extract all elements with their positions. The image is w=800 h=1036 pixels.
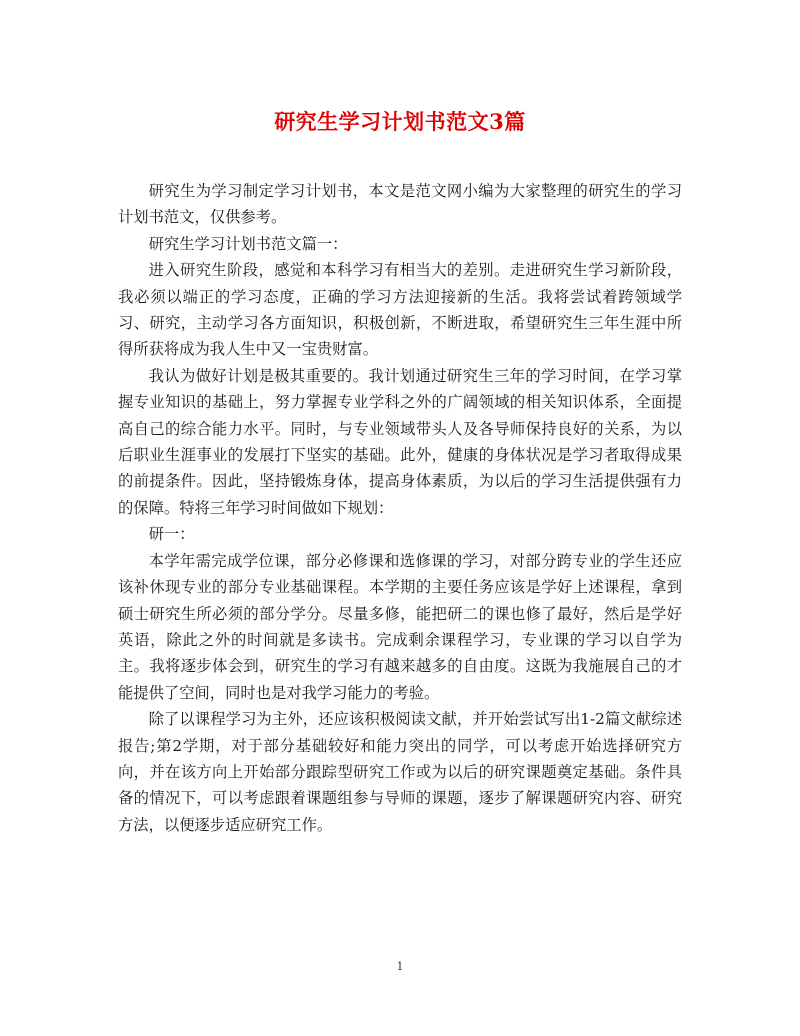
paragraph-1: 进入研究生阶段，感觉和本科学习有相当大的差别。走进研究生学习新阶段，我必须以端正的学习态度，正确的学习方法迎接新的生活。我将尝试着跨领域学习、研究，主动学习各方面知识，积极创新，不断进取，希望研究生三年生涯中所得所获将成为我人生中又一宝贵财富。 (118, 261, 682, 359)
paragraph-2: 我认为做好计划是极其重要的。我计划通过研究生三年的学习时间，在学习掌握专业知识的基础上，努力掌握专业学科之外的广阔领域的相关知识体系，全面提高自己的综合能力水平。同时，与专业领域带头人及各导师保持良好的关系，为以后职业生涯事业的发展打下坚实的基础。此外，健康的身体状况是学习者取得成果的前提条件。因此，坚持锻炼身体，提高身体素质，为以后的学习生活提供强有力的保障。特将三年学习时间做如下规划： (118, 366, 682, 517)
paragraph-section-heading: 研究生学习计划书范文篇一： (148, 234, 348, 253)
paragraph-intro: 研究生为学习制定学习计划书，本文是范文网小编为大家整理的研究生的学习计划书范文，仅供参考。 (118, 182, 682, 227)
paragraph-year-one-heading: 研一： (148, 525, 195, 544)
document-title: 研究生学习计划书范文3篇 (274, 109, 526, 134)
paragraph-4: 除了以课程学习为主外，还应该积极阅读文献，并开始尝试写出1-2篇文献综述报告;第2学期，对于部分基础较好和能力突出的同学，可以考虑开始选择研究方向，并在该方向上开始部分跟踪型研究工作或为以后的研究课题奠定基础。条件具备的情况下，可以考虑跟着课题组参与导师的课题，逐步了解课题研究内容、研究方法，以便逐步适应研究工作。 (118, 710, 682, 834)
page-number: 1 (396, 960, 404, 973)
paragraph-3: 本学年需完成学位课，部分必修课和选修课的学习，对部分跨专业的学生还应该补休现专业的部分专业基础课程。本学期的主要任务应该是学好上述课程，拿到硕士研究生所必须的部分学分。尽量多修，能把研二的课也修了最好，然后是学好英语，除此之外的时间就是多读书。完成剩余课程学习，专业课的学习以自学为主。我将逐步体会到，研究生的学习有越来越多的自由度。这既为我施展自己的才能提供了空间，同时也是对我学习能力的考验。 (118, 551, 682, 702)
document-body (118, 178, 682, 838)
